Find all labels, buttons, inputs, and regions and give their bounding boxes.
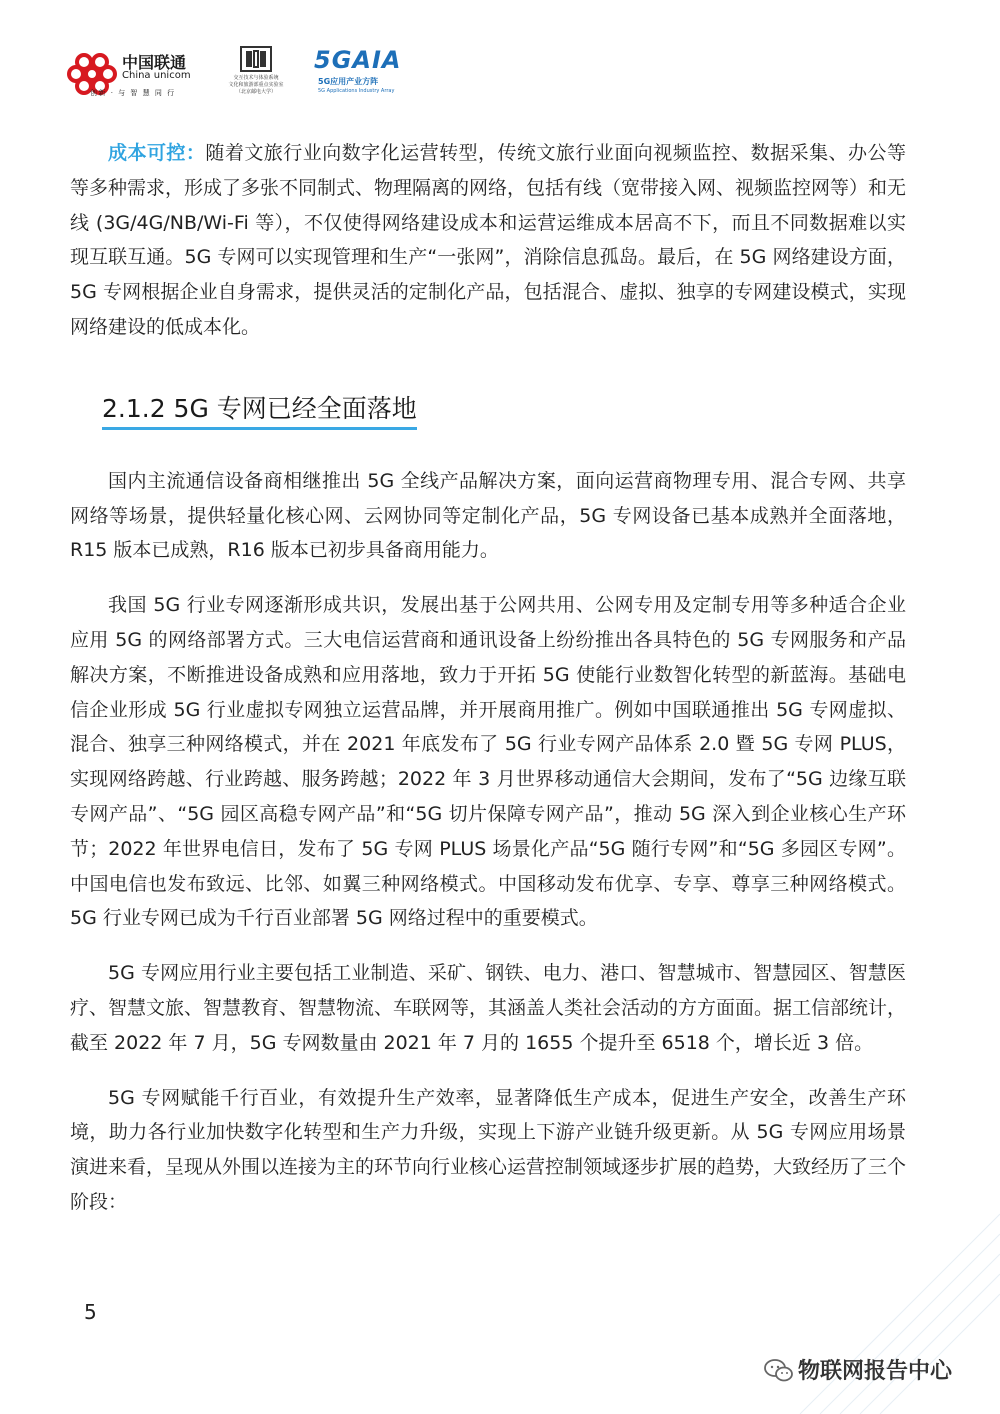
section-heading: 2.1.2 5G 专网已经全面落地 xyxy=(102,389,417,430)
aia-name-en: 5G Applications Industry Array xyxy=(318,88,395,94)
page-header xyxy=(0,0,1000,110)
lab-logo xyxy=(222,46,290,102)
intro-text: 随着文旅行业向数字化运营转型，传统文旅行业面向视频监控、数据采集、办公等等多种需求，形成了多张不同制式、物理隔离的网络，包括有线（宽带接入网、视频监控网等）和无线 (3G/4G/NB/Wi-Fi 等），不仅使得网络建设成本和运营运维成本居高不下，而且不同数据难以实现互联互通。5G 专网可以实现管理和生产“一张网”，消除信息孤岛。最后，在 5G 网络建设方面，5G 专网根据企业自身需求，提供灵活的定制化产品，包括混合、虚拟、独享的专网建设模式，实现网络建设的低成本化。 xyxy=(70,142,907,338)
china-unicom-logo xyxy=(66,46,196,102)
unicom-slogan: 创新 · 与 智 慧 同 行 xyxy=(90,89,176,97)
unicom-name-cn: 中国联通 xyxy=(122,53,187,72)
wechat-icon xyxy=(764,1358,794,1384)
aia-wordmark: 5GAIA xyxy=(314,46,402,74)
body-paragraph-2: 我国 5G 行业专网逐渐形成共识，发展出基于公网共用、公网专用及定制专用等多种适合企业应用 5G 的网络部署方式。三大电信运营商和通讯设备上纷纷推出各具特色的 5G 专网服务和产品解决方案，不断推进设备成熟和应用落地，致力于开拓 5G 使能行业数智化转型的新蓝海。基础电信企业形成 5G 行业虚拟专网独立运营品牌，并开展商用推广。例如中国联通推出 5G 专网虚拟、混合、独享三种网络模式，并在 2021 年底发布了 5G 行业专网产品体系 2.0 暨 5G 专网 PLUS，实现网络跨越、行业跨越、服务跨越；2022 年 3 月世界移动通信大会期间，发布了“5G 边缘互联专网产品”、“5G 园区高稳专网产品”和“5G 切片保障专网产品”，推动 5G 深入到企业核心生产环节；2022 年世界电信日，发布了 5G 专网 PLUS 场景化产品“5G 随行专网”和“5G 多园区专网”。中国电信也发布致远、比邻、如翼三种网络模式。中国移动发布优享、专享、尊享三种网络模式。5G 行业专网已成为千行百业部署 5G 网络过程中的重要模式。 xyxy=(70,594,906,930)
page-body xyxy=(70,136,906,1220)
lab-line-3: （北京邮电大学） xyxy=(235,89,276,95)
lab-line-1: 交互技术与体验系统 xyxy=(233,75,279,81)
intro-lead: 成本可控： xyxy=(108,142,206,164)
page-number: 5 xyxy=(84,1300,97,1324)
body-paragraph-3: 5G 专网应用行业主要包括工业制造、采矿、钢铁、电力、港口、智慧城市、智慧园区、智慧医疗、智慧文旅、智慧教育、智慧物流、车联网等，其涵盖人类社会活动的方方面面。据工信部统计，截至 2022 年 7 月，5G 专网数量由 2021 年 7 月的 1655 个提升至 6518 个，增长近 3 倍。 xyxy=(70,962,907,1054)
lab-mark-icon xyxy=(240,46,272,72)
5gaia-logo xyxy=(314,46,404,102)
intro-paragraph xyxy=(70,136,906,345)
lab-line-2: 文化和旅游部重点实验室 xyxy=(228,82,284,88)
watermark-text: 物联网报告中心 xyxy=(798,1359,953,1384)
body-paragraph-1: 国内主流通信设备商相继推出 5G 全线产品解决方案，面向运营商物理专用、混合专网、共享网络等场景，提供轻量化核心网、云网协同等定制化产品，5G 专网设备已基本成熟并全面落地，R15 版本已成熟，R16 版本已初步具备商用能力。 xyxy=(70,469,906,562)
watermark xyxy=(764,1352,984,1388)
unicom-name-en: China unicom xyxy=(122,70,191,81)
aia-name-cn: 5G应用产业方阵 xyxy=(318,77,379,86)
body-paragraph-4: 5G 专网赋能千行百业，有效提升生产效率，显著降低生产成本，促进生产安全，改善生产环境，助力各行业加快数字化转型和生产力升级，实现上下游产业链升级更新。从 5G 专网应用场景演进来看，呈现从外围以连接为主的环节向行业核心运营控制领域逐步扩展的趋势，大致经历了三个阶段： xyxy=(70,1086,907,1213)
